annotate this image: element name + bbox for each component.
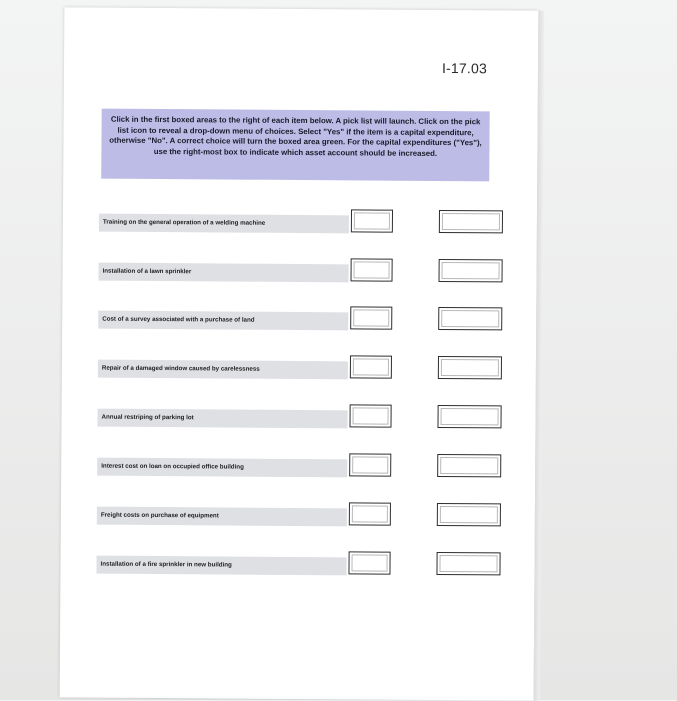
worksheet-page: [60, 7, 539, 700]
item-row-6: [97, 458, 487, 479]
asset-account-picklist[interactable]: [438, 356, 502, 379]
capital-expenditure-picklist[interactable]: [349, 502, 391, 525]
asset-account-picklist[interactable]: [436, 552, 500, 575]
capital-expenditure-picklist[interactable]: [350, 306, 392, 329]
item-label: Installation of a lawn sprinkler: [99, 263, 349, 283]
item-label: Cost of a survey associated with a purchase of land: [98, 311, 348, 331]
item-label: Annual restriping of parking lot: [97, 409, 347, 429]
item-label: Repair of a damaged window caused by carelessness: [98, 360, 348, 380]
item-label: Interest cost on loan on occupied office building: [97, 458, 347, 478]
problem-id: I-17.03: [441, 59, 488, 77]
capital-expenditure-picklist[interactable]: [351, 258, 393, 281]
asset-account-picklist[interactable]: [438, 307, 502, 330]
item-row-8: [96, 556, 486, 577]
asset-account-picklist[interactable]: [439, 259, 503, 282]
item-row-5: [97, 409, 487, 430]
asset-account-picklist[interactable]: [437, 454, 501, 477]
item-row-7: [97, 507, 487, 528]
instructions-box: Click in the first boxed areas to the right of each item below. A pick list will launch. Click on the pick list icon to reveal a drop-down menu of choices. Select "Yes" if the item is a capital expenditure, otherwise "No". A correct choice will turn the boxed area green. For the capital expenditures ("Yes"), use the right-most box to indicate which asset account should be increased.: [101, 109, 489, 182]
item-row-1: [99, 214, 489, 235]
capital-expenditure-picklist[interactable]: [350, 355, 392, 378]
asset-account-picklist[interactable]: [437, 405, 501, 428]
item-row-2: [99, 263, 489, 284]
item-label: Freight costs on purchase of equipment: [97, 507, 347, 527]
asset-account-picklist[interactable]: [439, 210, 503, 233]
asset-account-picklist[interactable]: [437, 503, 501, 526]
item-row-3: [98, 311, 488, 332]
item-label: Installation of a fire sprinkler in new building: [96, 556, 346, 576]
page-edge-shadow: [534, 11, 545, 701]
capital-expenditure-picklist[interactable]: [351, 209, 393, 232]
item-row-4: [98, 360, 488, 381]
item-label: Training on the general operation of a welding machine: [99, 214, 349, 234]
capital-expenditure-picklist[interactable]: [348, 551, 390, 574]
capital-expenditure-picklist[interactable]: [349, 453, 391, 476]
capital-expenditure-picklist[interactable]: [349, 404, 391, 427]
